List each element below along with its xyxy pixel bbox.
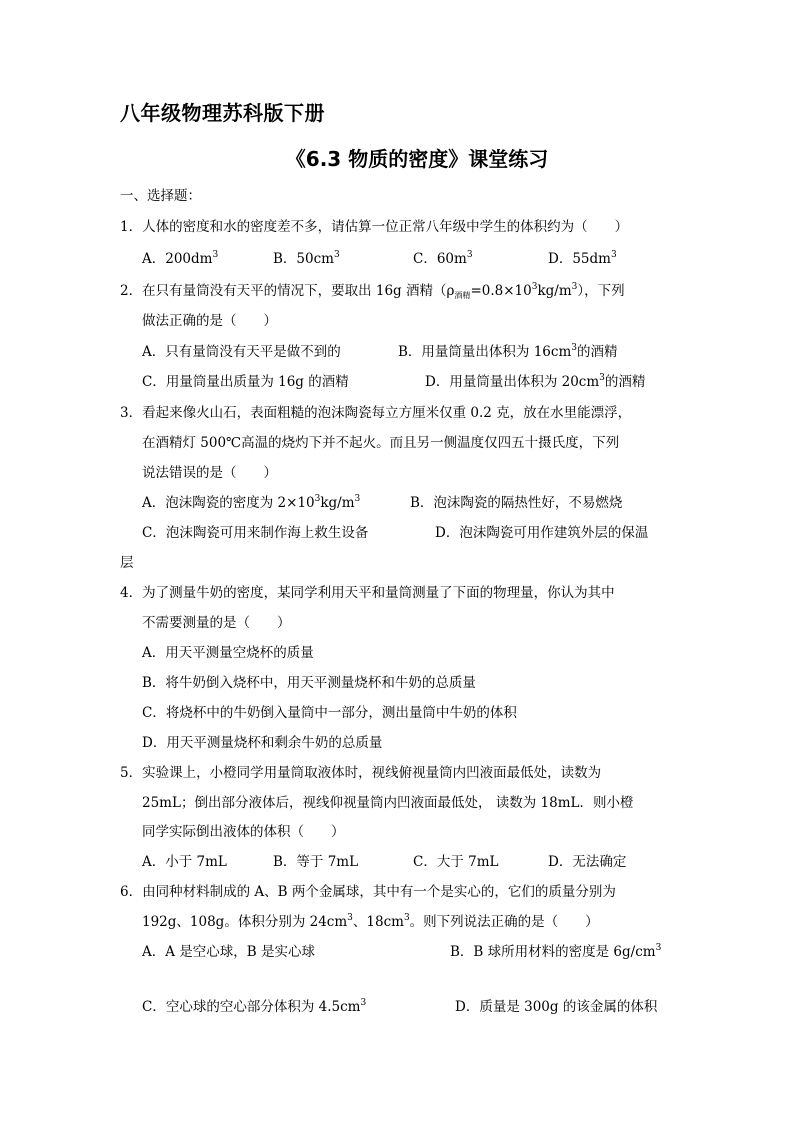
q4-option-a: A．用天平测量空烧杯的质量 [142, 645, 314, 661]
question-4-stem: 4．为了测量牛奶的密度，某同学利用天平和量筒测量了下面的物理量，你认为其中 [120, 585, 615, 601]
q2-option-a: A．只有量筒没有天平是做不到的 [142, 344, 341, 360]
question-2-stem: 2．在只有量筒没有天平的情况下，要取出 16g 酒精$(\rho_{酒精}=0.8\times 10^3kg/m^3)$，下列 [120, 282, 625, 300]
q1-option-b: B．$50cm^3$ [273, 250, 340, 267]
lesson-title-text: 《6.3 物质的密度》课堂练习 [285, 147, 549, 171]
q3-option-d: D．泡沫陶瓷可用作建筑外层的保温 [435, 525, 649, 541]
q2-option-b: B．用量筒量出体积为 $16cm^3$的酒精 [398, 343, 618, 360]
question-5-stem: 5．实验课上，小橙同学用量筒取液体时，视线俯视量筒内凹液面最低处，读数为 [120, 765, 602, 781]
q4-option-d: D．用天平测量烧杯和剩余牛奶的总质量 [142, 735, 383, 751]
q3-option-b: B．泡沫陶瓷的隔热性好，不易燃烧 [410, 495, 623, 511]
question-3-stem: 3．看起来像火山石，表面粗糙的泡沫陶瓷每立方厘米仅重 0.2 克，放在水里能漂浮， [120, 405, 632, 421]
q5-option-b: B．等于 7mL [273, 854, 359, 870]
q3-option-c: C．泡沫陶瓷可用来制作海上救生设备 [142, 525, 369, 541]
q4-option-c: C．将烧杯中的牛奶倒入量筒中一部分，测出量筒中牛奶的体积 [142, 705, 517, 721]
section-heading: 一、选择题： [120, 188, 201, 204]
question-4-stem-line2: 不需要测量的是（ ） [142, 615, 291, 631]
question-6-stem-line2: 192g、108g。体积分别为 $24cm^3$、$18cm^3$。则下列说法正确的是（ ） [142, 913, 599, 930]
question-5-stem-line3: 同学实际倒出液体的体积（ ） [142, 824, 345, 840]
question-3-stem-line3: 说法错误的是（ ） [142, 465, 277, 481]
q1-option-c: C．$60m^3$ [413, 250, 473, 267]
q4-option-b: B．将牛奶倒入烧杯中，用天平测量烧杯和牛奶的总质量 [142, 675, 476, 691]
question-5-stem-line2: 25mL；倒出部分液体后，视线仰视量筒内凹液面最低处， 读数为 18mL．则小橙 [142, 795, 634, 811]
q5-option-c: C．大于 7mL [413, 854, 499, 870]
q6-option-b: B．B 球所用材料的密度是 $6g/cm^3$ [450, 943, 662, 960]
q3-option-d-wrap: 层 [120, 555, 134, 571]
q6-option-d: D．质量是 300g 的该金属的体积 [455, 999, 658, 1015]
q1-option-a: A．$200dm^3$ [142, 250, 219, 267]
question-6-stem: 6．由同种材料制成的 A、B 两个金属球，其中有一个是实心的，它们的质量分别为 [120, 884, 616, 900]
question-2-stem-line2: 做法正确的是（ ） [142, 313, 277, 329]
q5-option-d: D．无法确定 [548, 854, 627, 870]
lesson-title [0, 143, 794, 172]
question-1-stem: 1．人体的密度和水的密度差不多，请估算一位正常八年级中学生的体积约为（ ） [120, 219, 629, 235]
document-title: 八年级物理苏科版下册 [120, 101, 325, 125]
q6-option-a: A．A 是空心球，B 是实心球 [142, 944, 316, 960]
q5-option-a: A．小于 7mL [142, 854, 227, 870]
q2-option-c: C．用量筒量出质量为 16g 的酒精 [142, 374, 349, 390]
q3-option-a: A．泡沫陶瓷的密度为 $2\times 10^3kg/m^3$ [142, 494, 361, 511]
question-3-stem-line2: 在酒精灯 500℃高温的烧灼下并不起火。而且另一侧温度仅四五十摄氏度，下列 [142, 435, 620, 451]
q1-option-d: D．$55dm^3$ [548, 250, 617, 267]
q6-option-c: C．空心球的空心部分体积为 $4.5cm^3$ [142, 998, 367, 1015]
q2-option-d: D．用量筒量出体积为 $20cm^3$的酒精 [425, 373, 646, 390]
